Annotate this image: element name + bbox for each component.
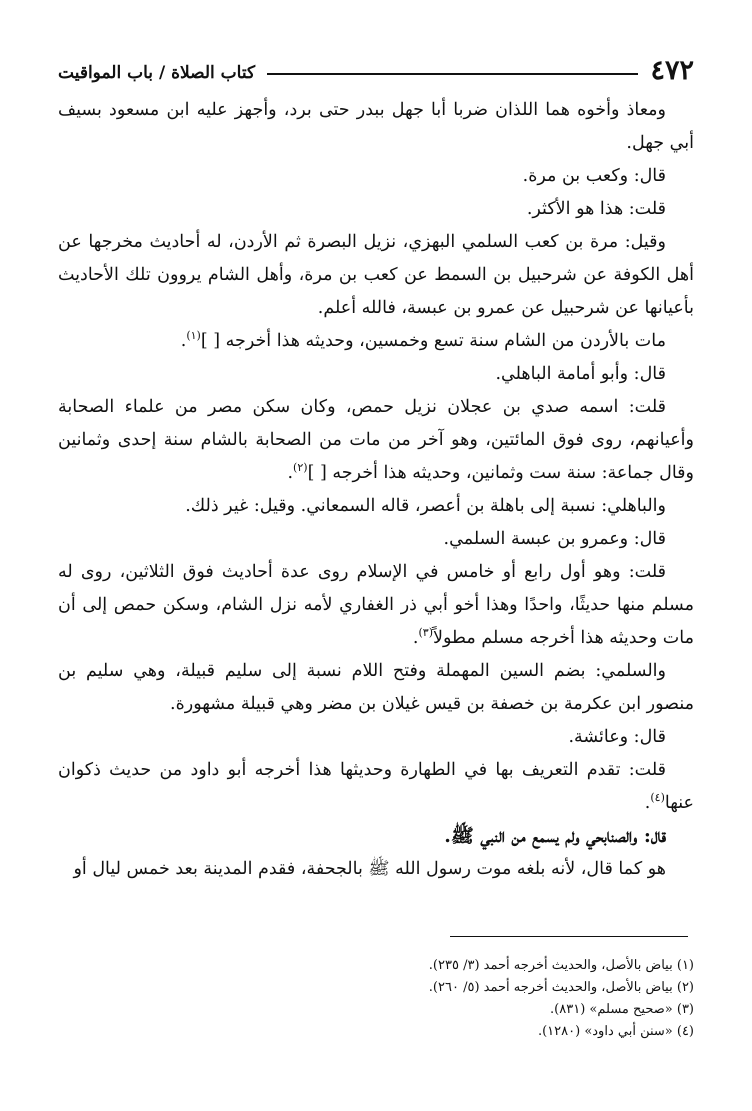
paragraph: قال: وعمرو بن عبسة السلمي.	[443, 529, 666, 549]
paragraph: قال: وأبو أمامة الباهلي.	[495, 364, 666, 384]
header-divider	[267, 73, 638, 75]
footnote-marker[interactable]: (١)	[186, 329, 201, 343]
footnote-marker[interactable]: (٣)	[418, 626, 434, 640]
paragraph: قلت: تقدم التعريف بها في الطهارة وحديثها هذا أخرجه أبو داود من حديث ذكوان عنها$^{(٤)}$.	[58, 760, 694, 813]
paragraph: والباهلي: نسبة إلى باهلة بن أعصر، قاله السمعاني. وقيل: غير ذلك.	[185, 496, 666, 516]
page-number: ٤٧٢	[650, 55, 694, 86]
footnote: (١) بياض بالأصل، والحديث أخرجه أحمد (٣/ ٢٣٥).	[428, 958, 694, 973]
paragraph: ومعاذ وأخوه هما اللذان ضربا أبا جهل ببدر حتى برد، وأجهز عليه ابن مسعود بسيف أبي جهل.	[58, 100, 694, 153]
chapter-title: كتاب الصلاة / باب المواقيت	[58, 63, 256, 83]
footnote: (٣) «صحيح مسلم» (٨٣١).	[550, 1002, 694, 1017]
main-text	[58, 94, 694, 886]
footnote: (٤) «سنن أبي داود» (١٢٨٠).	[537, 1024, 694, 1039]
paragraph: قال: والصنابحي ولم يسمع من النبي ﷺ.	[444, 825, 666, 847]
paragraph: والسلمي: بضم السين المهملة وفتح اللام نسبة إلى سليم قبيلة، وهي سليم بن منصور ابن عكرمة بن خصفة بن قيس غيلان بن مضر وهي قبيلة مشهورة.	[58, 661, 694, 714]
page-header	[58, 40, 694, 84]
footnotes	[58, 955, 694, 1043]
footnote: (٢) بياض بالأصل، والحديث أخرجه أحمد (٥/ ٢٦٠).	[428, 980, 694, 995]
paragraph: هو كما قال، لأنه بلغه موت رسول الله ﷺ بالجحفة، فقدم المدينة بعد خمس ليال أو	[73, 859, 666, 879]
paragraph: قلت: هذا هو الأكثر.	[526, 199, 666, 219]
footnote-divider	[450, 936, 688, 937]
footnote-marker[interactable]: (٢)	[293, 461, 308, 475]
paragraph: قلت: اسمه صدي بن عجلان نزيل حمص، وكان سكن مصر من علماء الصحابة وأعيانهم، روى فوق المائتين، وهو آخر من مات من الصحابة بالشام سنة إحدى وثمانين وقال جماعة: سنة ست وثمانين، وحديثه هذا أخرجه [ ]$^{(٢)}$.	[58, 397, 694, 483]
paragraph: وقيل: مرة بن كعب السلمي البهزي، نزيل البصرة ثم الأردن، له أحاديث مخرجها عن أهل الكوفة عن شرحبيل بن السمط عن كعب بن مرة، وأهل الشام يروون تلك الأحاديث بأعيانها عن شرحبيل عن عمرو بن عبسة، فالله أعلم.	[58, 232, 694, 318]
footnote-marker[interactable]: (٤)	[650, 791, 665, 805]
paragraph: قال: وعائشة.	[568, 727, 666, 747]
paragraph: مات بالأردن من الشام سنة تسع وخمسين، وحديثه هذا أخرجه [ ]$^{(١)}$.	[180, 329, 666, 351]
paragraph: قال: وكعب بن مرة.	[522, 166, 666, 186]
paragraph: قلت: وهو أول رابع أو خامس في الإسلام روى عدة أحاديث فوق الثلاثين، روى له مسلم منها حديثًا، واحدًا وهذا أخو أبي ذر الغفاري لأمه نزل الشام، وسكن حمص إلى أن مات وحديثه هذا أخرجه مسلم مطولاً$^{(٣)}$.	[58, 562, 694, 648]
